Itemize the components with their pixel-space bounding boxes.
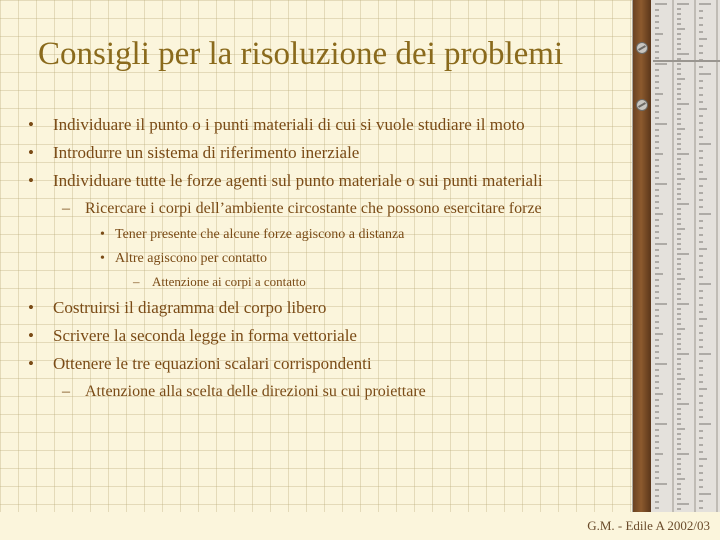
slide-title: Consigli per la risoluzione dei problemi xyxy=(38,36,564,72)
dash-marker: – xyxy=(62,200,70,217)
sub-bullet-item xyxy=(28,381,628,403)
bullet-item xyxy=(28,325,628,347)
bullet-marker: • xyxy=(100,227,105,242)
bullet-text: Ottenere le tre equazioni scalari corrispondenti xyxy=(53,354,372,373)
sub-sub-bullet-text: Tener presente che alcune forze agiscono a distanza xyxy=(115,227,405,242)
dash-marker: – xyxy=(133,274,140,289)
bullet-text: Individuare tutte le forze agenti sul punto materiale o sui punti materiali xyxy=(53,171,543,190)
footer-text: G.M. - Edile A 2002/03 xyxy=(587,518,710,533)
bullet-item xyxy=(28,142,628,164)
bullet-text: Scrivere la seconda legge in forma vettoriale xyxy=(53,326,357,345)
level4-bullet-text: Attenzione ai corpi a contatto xyxy=(152,274,306,289)
ruler-tick xyxy=(653,60,720,62)
dash-marker: – xyxy=(62,383,70,400)
bullet-item xyxy=(28,353,628,375)
bullet-marker: • xyxy=(28,143,34,162)
sub-sub-bullet-item xyxy=(28,250,628,268)
bullet-text: Individuare il punto o i punti materiali di cui si vuole studiare il moto xyxy=(53,115,525,134)
bullet-marker: • xyxy=(28,171,34,190)
bullet-text: Introdurre un sistema di riferimento inerziale xyxy=(53,143,360,162)
sub-bullet-text: Attenzione alla scelta delle direzioni su cui proiettare xyxy=(85,383,426,400)
sub-bullet-text: Ricercare i corpi dell’ambiente circostante che possono esercitare forze xyxy=(85,200,542,217)
bullet-marker: • xyxy=(28,298,34,317)
sub-bullet-item xyxy=(28,198,628,220)
bullet-item xyxy=(28,170,628,192)
bullet-marker: • xyxy=(28,326,34,345)
bullet-marker: • xyxy=(28,354,34,373)
screw-icon xyxy=(636,99,648,111)
bullet-item xyxy=(28,114,628,136)
level4-bullet-item xyxy=(28,274,628,290)
bullet-marker: • xyxy=(28,115,34,134)
bullet-text: Costruirsi il diagramma del corpo libero xyxy=(53,298,327,317)
bullet-marker: • xyxy=(100,251,105,266)
screw-icon xyxy=(636,42,648,54)
bullet-item xyxy=(28,297,628,319)
bullet-list xyxy=(28,114,628,409)
sub-sub-bullet-item xyxy=(28,226,628,244)
sub-sub-bullet-text: Altre agiscono per contatto xyxy=(115,251,268,266)
ruler-rail xyxy=(633,0,651,512)
